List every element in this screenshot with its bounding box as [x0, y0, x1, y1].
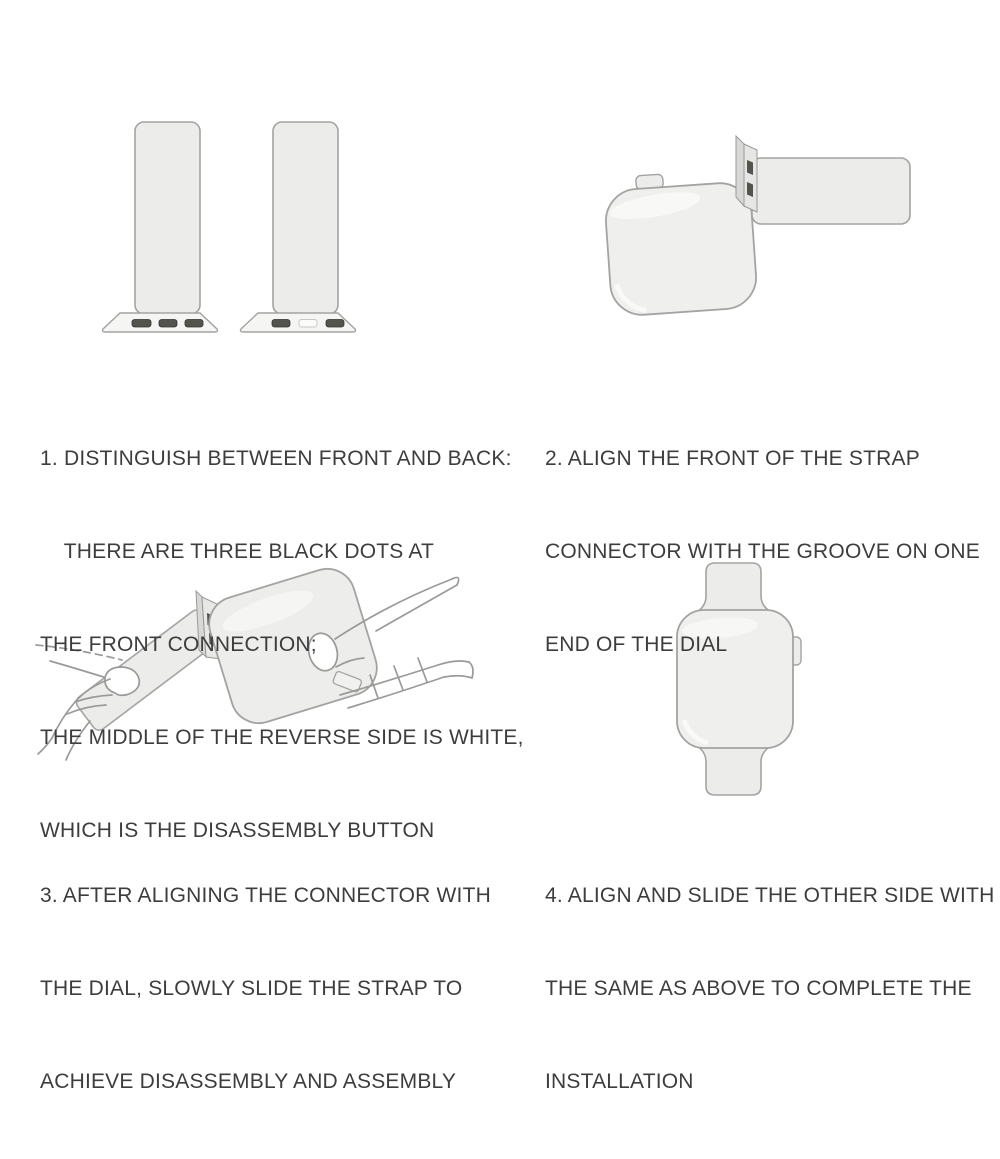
disassembly-button: [299, 320, 317, 328]
strap-connector-plate: [736, 136, 757, 212]
caption-line: 3. AFTER ALIGNING THE CONNECTOR WITH: [40, 884, 491, 907]
caption-line: INSTALLATION: [545, 1070, 694, 1093]
caption-line: ACHIEVE DISASSEMBLY AND ASSEMBLY: [40, 1070, 457, 1093]
connector-dot: [326, 320, 344, 328]
step-3-caption: [40, 818, 491, 1159]
caption-line: END OF THE DIAL: [545, 633, 728, 656]
strap-align-watch-illustration: [580, 120, 980, 360]
connector-slot: [747, 182, 753, 197]
connector-dot: [132, 320, 151, 328]
caption-line: 2. ALIGN THE FRONT OF THE STRAP: [545, 447, 920, 470]
caption-line: THE MIDDLE OF THE REVERSE SIDE IS WHITE,: [40, 726, 524, 749]
caption-line: CONNECTOR WITH THE GROOVE ON ONE: [545, 540, 980, 563]
strap: [752, 158, 910, 224]
strap-front-view: [102, 122, 217, 332]
caption-line: THE SAME AS ABOVE TO COMPLETE THE: [545, 977, 972, 1000]
straps-front-back-illustration: [40, 90, 460, 370]
connector-slot: [747, 160, 753, 175]
bottom-strap: [697, 746, 771, 795]
step-4-caption: [545, 818, 994, 1159]
connector-dot: [159, 320, 177, 328]
caption-line: THERE ARE THREE BLACK DOTS AT: [40, 540, 435, 563]
caption-line: WHICH IS THE DISASSEMBLY BUTTON: [40, 819, 435, 842]
caption-line: THE DIAL, SLOWLY SLIDE THE STRAP TO: [40, 977, 463, 1000]
strap-back-view: [240, 122, 355, 332]
caption-line: 1. DISTINGUISH BETWEEN FRONT AND BACK:: [40, 447, 512, 470]
caption-line: 4. ALIGN AND SLIDE THE OTHER SIDE WITH: [545, 884, 995, 907]
step-2-caption: [545, 381, 980, 722]
connector-dot: [185, 320, 203, 328]
watch-body: [604, 181, 758, 317]
caption-line: THE FRONT CONNECTION;: [40, 633, 317, 656]
connector-dot: [272, 320, 290, 328]
